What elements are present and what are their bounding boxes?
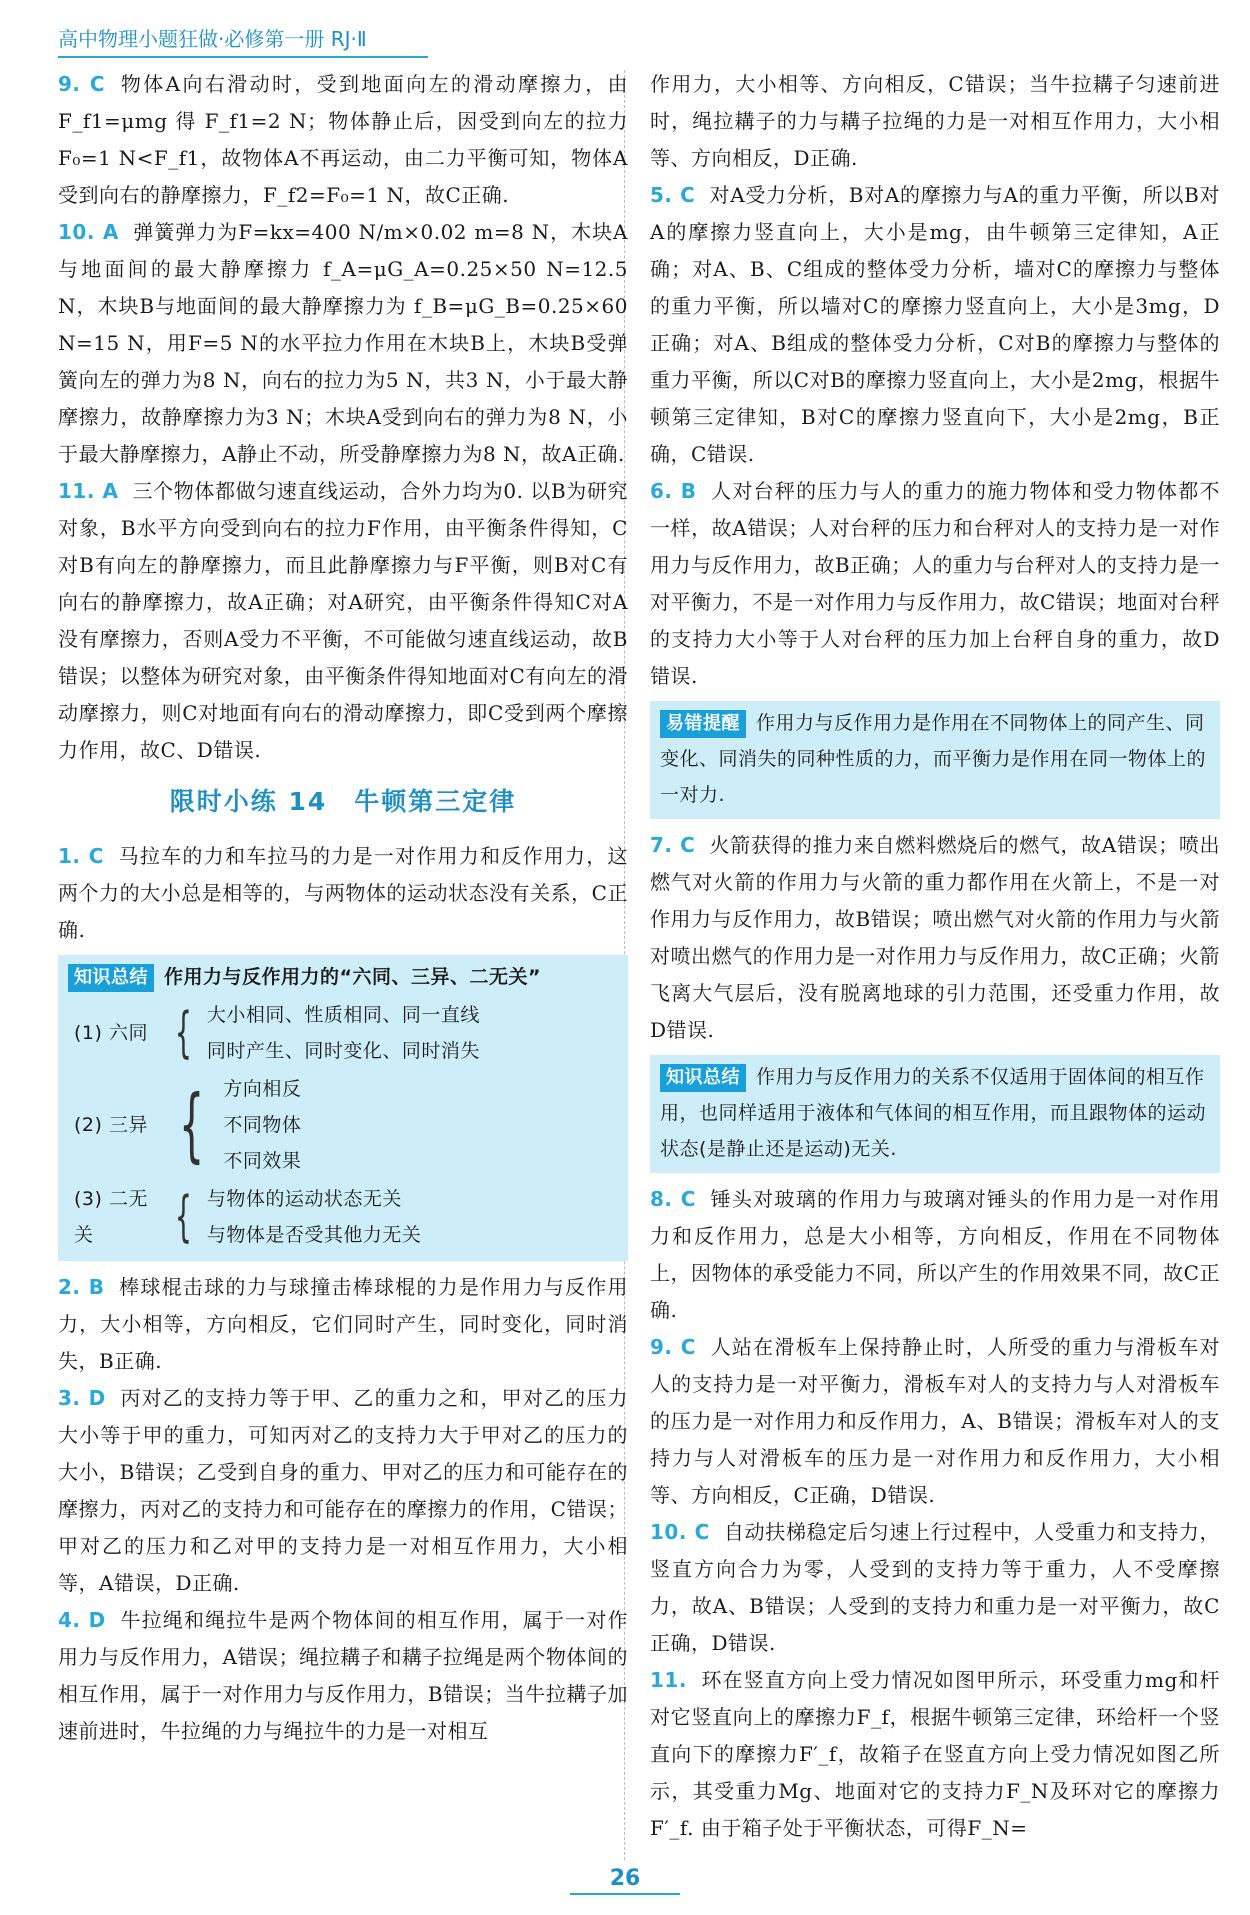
answer-9: 9. C 物体A向右滑动时，受到地面向左的滑动摩擦力，由F_f1=μmg 得 F_f1=2 N；物体静止后，因受到向左的拉力F₀=1 N<F_f1，故物体A不再运动，由二力平衡可知，物体A受到向右的静摩擦力，F_f2=F₀=1 N，故C正确.: [58, 72, 628, 207]
group-six-same: (1) 六同 { 大小相同、性质相同、同一直线 同时产生、同时变化、同时消失: [74, 1000, 480, 1064]
header-title: 高中物理小题狂做·必修第一册 RJ·Ⅱ: [58, 27, 367, 51]
brace-icon: {: [174, 1184, 193, 1248]
s14-answer-7: 7. C 火箭获得的推力来自燃料燃烧后的燃气，故A错误；喷出燃气对火箭的作用力与火箭的重力都作用在火箭上，不是一对作用力与反作用力，故B错误；喷出燃气对火箭的作用力与火箭对喷出燃气的作用力是一对作用力与反作用力，故C正确；火箭飞离大气层后，没有脱离地球的引力范围，还受重力作用，故D错误.: [650, 833, 1220, 1042]
knowledge-summary-box-2: 知识总结 作用力与反作用力的关系不仅适用于固体间的相互作用，也同样适用于液体和气体间的相互作用，而且跟物体的运动状态(是静止还是运动)无关.: [650, 1055, 1220, 1173]
running-header: [58, 22, 428, 58]
error-reminder-box: 易错提醒 作用力与反作用力是作用在不同物体上的同产生、同变化、同消失的同种性质的力，而平衡力是作用在同一物体上的一对力.: [650, 701, 1220, 819]
s14-answer-3: 3. D 丙对乙的支持力等于甲、乙的重力之和，甲对乙的压力大小等于甲的重力，可知丙对乙的支持力大于甲对乙的压力的大小，B错误；乙受到自身的重力、甲对乙的压力和可能存在的摩擦力，丙对乙的支持力和可能存在的摩擦力的作用，C错误；甲对乙的压力和乙对甲的支持力是一对相互作用力，大小相等，A错误，D正确.: [58, 1386, 629, 1595]
group-two-unrelated: (3) 二无关 { 与物体的运动状态无关 与物体是否受其他力无关: [74, 1184, 422, 1248]
box-title: 作用力与反作用力的“六同、三异、二无关”: [164, 966, 541, 988]
s14-answer-5: 5. C 对A受力分析，B对A的摩擦力与A的重力平衡，所以B对A的摩擦力竖直向上，大小是mg，由牛顿第三定律知，A正确；对A、B、C组成的整体受力分析，墙对C的摩擦力与整体的重力平衡，所以墙对C的摩擦力竖直向上，大小是3mg，D正确；对A、B组成的整体受力分析，C对B的摩擦力与整体的重力平衡，所以C对B的摩擦力竖直向上，大小是2mg，根据牛顿第三定律知，B对C的摩擦力竖直向下，大小是2mg，B正确，C错误.: [650, 183, 1220, 466]
knowledge-summary-box: [58, 955, 628, 1261]
group-three-diff: (2) 三异 { 方向相反 不同物体 不同效果: [74, 1078, 302, 1172]
answer-11: 11. A 三个物体都做匀速直线运动，合外力均为0. 以B为研究对象，B水平方向受到向右的拉力F作用，由平衡条件得知，C对B有向左的静摩擦力，而且此静摩擦力与F平衡，则B对C有向右的静摩擦力，故A正确；对A研究，由平衡条件得知C对A没有摩擦力，否则A受力不平衡，不可能做匀速直线运动，故B错误；以整体为研究对象，由平衡条件得知地面对C有向左的滑动摩擦力，则C对地面有向右的滑动摩擦力，即C受到两个摩擦力作用，故C、D错误.: [58, 479, 629, 762]
s14-answer-6: 6. B 人对台秤的压力与人的重力的施力物体和受力物体都不一样，故A错误；人对台秤的压力和台秤对人的支持力是一对作用力与反作用力，故B正确；人的重力与台秤对人的支持力是一对平衡力，不是一对作用力与反作用力，故C错误；地面对台秤的支持力大小等于人对台秤的压力加上台秤自身的重力，故D错误.: [650, 479, 1220, 688]
box-tag: 易错提醒: [660, 710, 746, 738]
s14-answer-10: 10. C 自动扶梯稳定后匀速上行过程中，人受重力和支持力，竖直方向合力为零，人受到的支持力等于重力，人不受摩擦力，故A、B错误；人受到的支持力和重力是一对平衡力，故C正确，D错误.: [650, 1520, 1220, 1655]
page-number: 26: [580, 1866, 670, 1891]
box-tag: 知识总结: [68, 964, 154, 992]
right-column: [650, 66, 1220, 1847]
s14-answer-1: 1. C 马拉车的力和车拉马的力是一对作用力和反作用力，这两个力的大小总是相等的，与两物体的运动状态没有关系，C正确.: [58, 844, 629, 942]
s14-answer-4: 4. D 牛拉绳和绳拉牛是两个物体间的相互作用，属于一对作用力与反作用力，A错误；绳拉耩子和耩子拉绳是两个物体间的相互作用，属于一对作用力与反作用力，B错误；当牛拉耩子加速前进时，牛拉绳的力与绳拉牛的力是一对相互: [58, 1608, 629, 1743]
box-tag: 知识总结: [660, 1064, 746, 1092]
s14-answer-11: 11. 环在竖直方向上受力情况如图甲所示，环受重力mg和杆对它竖直向上的摩擦力F_f，根据牛顿第三定律，环给杆一个竖直向下的摩擦力F′_f，故箱子在竖直方向上受力情况如图乙所示，其受重力Mg、地面对它的支持力F_N及环对它的摩擦力F′_f. 由于箱子处于平衡状态，可得F_N=: [650, 1668, 1220, 1840]
answer-10: 10. A 弹簧弹力为F=kx=400 N/m×0.02 m=8 N，木块A与地面间的最大静摩擦力 f_A=μG_A=0.25×50 N=12.5 N，木块B与地面间的最大静摩擦力为 f_B=μG_B=0.25×60 N=15 N，用F=5 N的水平拉力作用在木块B上，木块B受弹簧向左的弹力为8 N，向右的拉力为5 N，共3 N，小于最大静摩擦力，故静摩擦力为3 N；木块A受到向右的弹力为8 N，小于最大静摩擦力，A静止不动，所受静摩擦力为8 N，故A正确.: [58, 220, 629, 466]
brace-icon: {: [178, 1078, 205, 1171]
s14-answer-2: 2. B 棒球棍击球的力与球撞击棒球棍的力是作用力与反作用力，大小相等，方向相反，它们同时产生，同时变化，同时消失，B正确.: [58, 1275, 628, 1373]
s14-answer-4-cont: 作用力，大小相等、方向相反，C错误；当牛拉耩子匀速前进时，绳拉耩子的力与耩子拉绳的力是一对相互作用力，大小相等、方向相反，D正确.: [650, 72, 1220, 170]
brace-icon: {: [174, 1000, 193, 1064]
left-column: [58, 66, 628, 1750]
s14-answer-9: 9. C 人站在滑板车上保持静止时，人所受的重力与滑板车对人的支持力是一对平衡力，滑板车对人的支持力与人对滑板车的压力是一对作用力和反作用力，A、B错误；滑板车对人的支持力与人对滑板车的压力是一对作用力和反作用力，大小相等、方向相反，C正确，D错误.: [650, 1335, 1221, 1507]
section-title: 限时小练 14 牛顿第三定律: [169, 787, 517, 816]
s14-answer-8: 8. C 锤头对玻璃的作用力与玻璃对锤头的作用力是一对作用力和反作用力，总是大小相等，方向相反，作用在不同物体上，因物体的承受能力不同，所以产生的作用效果不同，故C正确.: [650, 1187, 1221, 1322]
